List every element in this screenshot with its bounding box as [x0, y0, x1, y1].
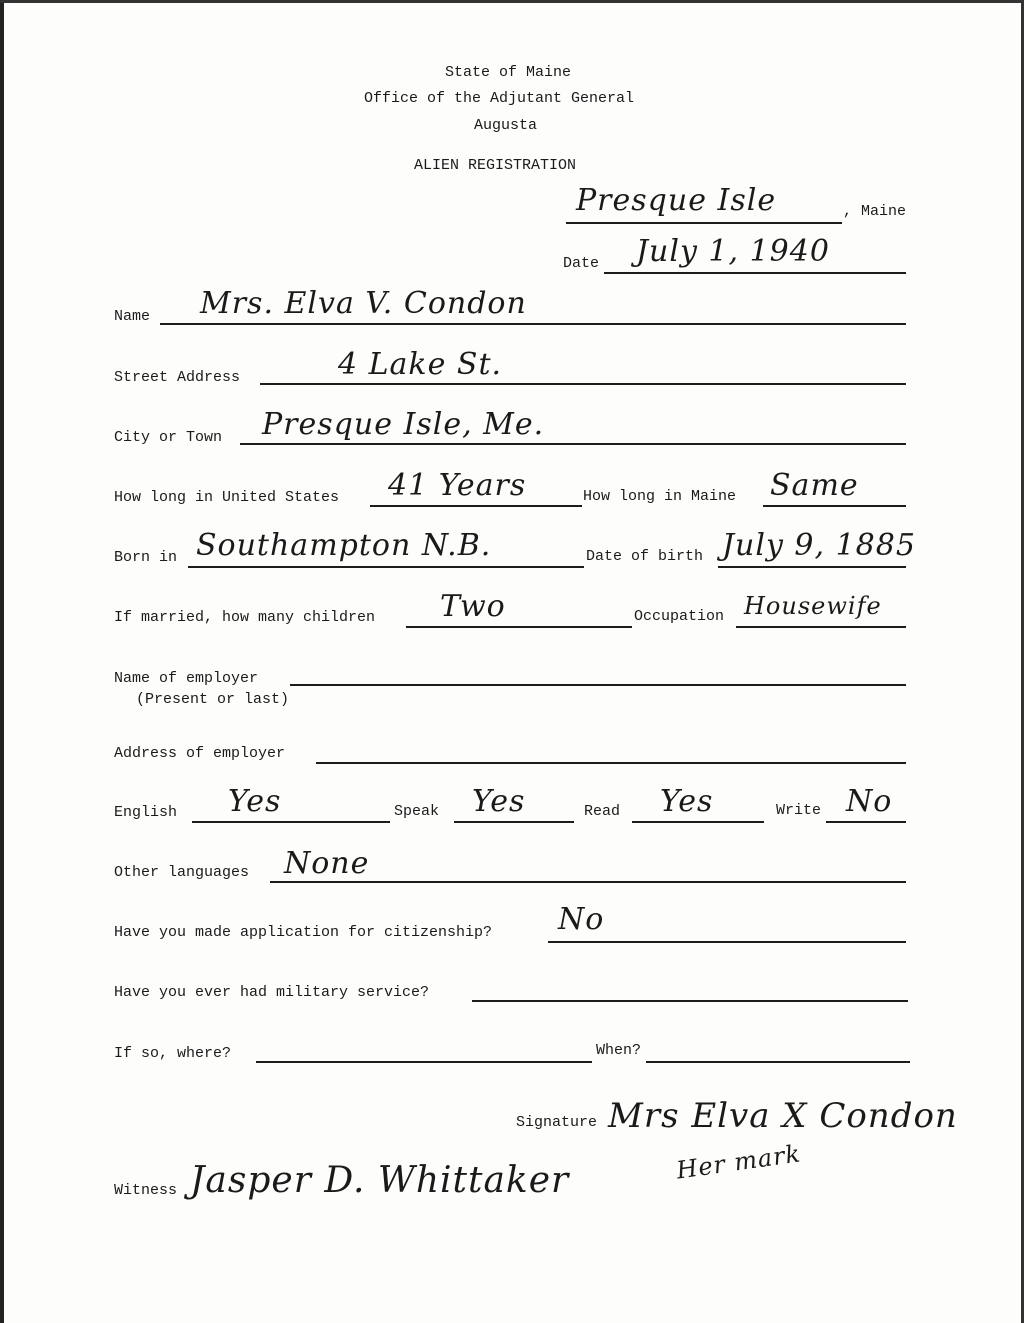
witness-label: Witness	[114, 1182, 178, 1199]
street-address-label: Street Address	[114, 369, 241, 386]
write-line	[826, 821, 906, 823]
employer-address-line	[316, 762, 906, 764]
header-city: Augusta	[474, 117, 538, 134]
name-value: Mrs. Elva V. Condon	[200, 286, 527, 321]
years-us-label: How long in United States	[114, 489, 340, 506]
header-office: Office of the Adjutant General	[364, 90, 635, 107]
where-label: If so, where?	[114, 1045, 232, 1062]
date-of-birth-line	[718, 566, 906, 568]
citizenship-value: No	[558, 902, 605, 937]
signature-value: Mrs Elva X Condon	[608, 1096, 958, 1136]
signature-mark: Her mark	[674, 1139, 803, 1185]
children-line	[406, 626, 632, 628]
page-edge-left	[0, 0, 4, 1323]
citizenship-line	[548, 941, 906, 943]
street-address-value: 4 Lake St.	[338, 347, 503, 382]
read-line	[632, 821, 764, 823]
english-line	[192, 821, 390, 823]
employer-label: Name of employer	[114, 670, 259, 687]
years-us-line	[370, 505, 582, 507]
city-label: City or Town	[114, 429, 223, 446]
write-label: Write	[776, 802, 822, 819]
born-in-label: Born in	[114, 549, 178, 566]
english-value: Yes	[228, 784, 282, 819]
years-maine-label: How long in Maine	[583, 488, 737, 505]
speak-label: Speak	[394, 803, 440, 820]
years-maine-value: Same	[770, 468, 859, 503]
occupation-label: Occupation	[634, 608, 725, 625]
other-languages-value: None	[284, 846, 370, 881]
date-of-birth-label: Date of birth	[586, 548, 704, 565]
occupation-value: Housewife	[744, 592, 882, 620]
military-line	[472, 1000, 908, 1002]
when-label: When?	[596, 1042, 642, 1059]
years-us-value: 41 Years	[388, 468, 527, 503]
military-label: Have you ever had military service?	[114, 984, 430, 1001]
place-line	[566, 222, 842, 224]
other-languages-label: Other languages	[114, 864, 250, 881]
name-line	[160, 323, 906, 325]
place-suffix: , Maine	[843, 203, 907, 220]
city-value: Presque Isle, Me.	[262, 407, 545, 442]
date-value: July 1, 1940	[636, 234, 830, 269]
employer-address-label: Address of employer	[114, 745, 286, 762]
date-label: Date	[563, 255, 600, 272]
page-edge-top	[0, 0, 1024, 3]
date-of-birth-value: July 9, 1885	[722, 528, 916, 563]
read-value: Yes	[660, 784, 714, 819]
form-title: ALIEN REGISTRATION	[414, 157, 577, 174]
read-label: Read	[584, 803, 621, 820]
city-line	[240, 443, 906, 445]
children-value: Two	[440, 589, 506, 624]
header-state: State of Maine	[445, 64, 572, 81]
when-line	[646, 1061, 910, 1063]
born-in-value: Southampton N.B.	[196, 528, 492, 563]
signature-label: Signature	[516, 1114, 598, 1131]
english-label: English	[114, 804, 178, 821]
witness-signature: Jasper D. Whittaker	[190, 1160, 570, 1201]
date-line	[604, 272, 906, 274]
occupation-line	[736, 626, 906, 628]
street-address-line	[260, 383, 906, 385]
place-value: Presque Isle	[576, 183, 777, 218]
born-in-line	[188, 566, 584, 568]
name-label: Name	[114, 308, 151, 325]
speak-value: Yes	[472, 784, 526, 819]
years-maine-line	[763, 505, 906, 507]
employer-line	[290, 684, 906, 686]
employer-sublabel: (Present or last)	[136, 691, 290, 708]
where-line	[256, 1061, 592, 1063]
speak-line	[454, 821, 574, 823]
citizenship-label: Have you made application for citizenship?	[114, 924, 493, 941]
write-value: No	[846, 784, 893, 819]
other-languages-line	[270, 881, 906, 883]
children-label: If married, how many children	[114, 609, 376, 626]
